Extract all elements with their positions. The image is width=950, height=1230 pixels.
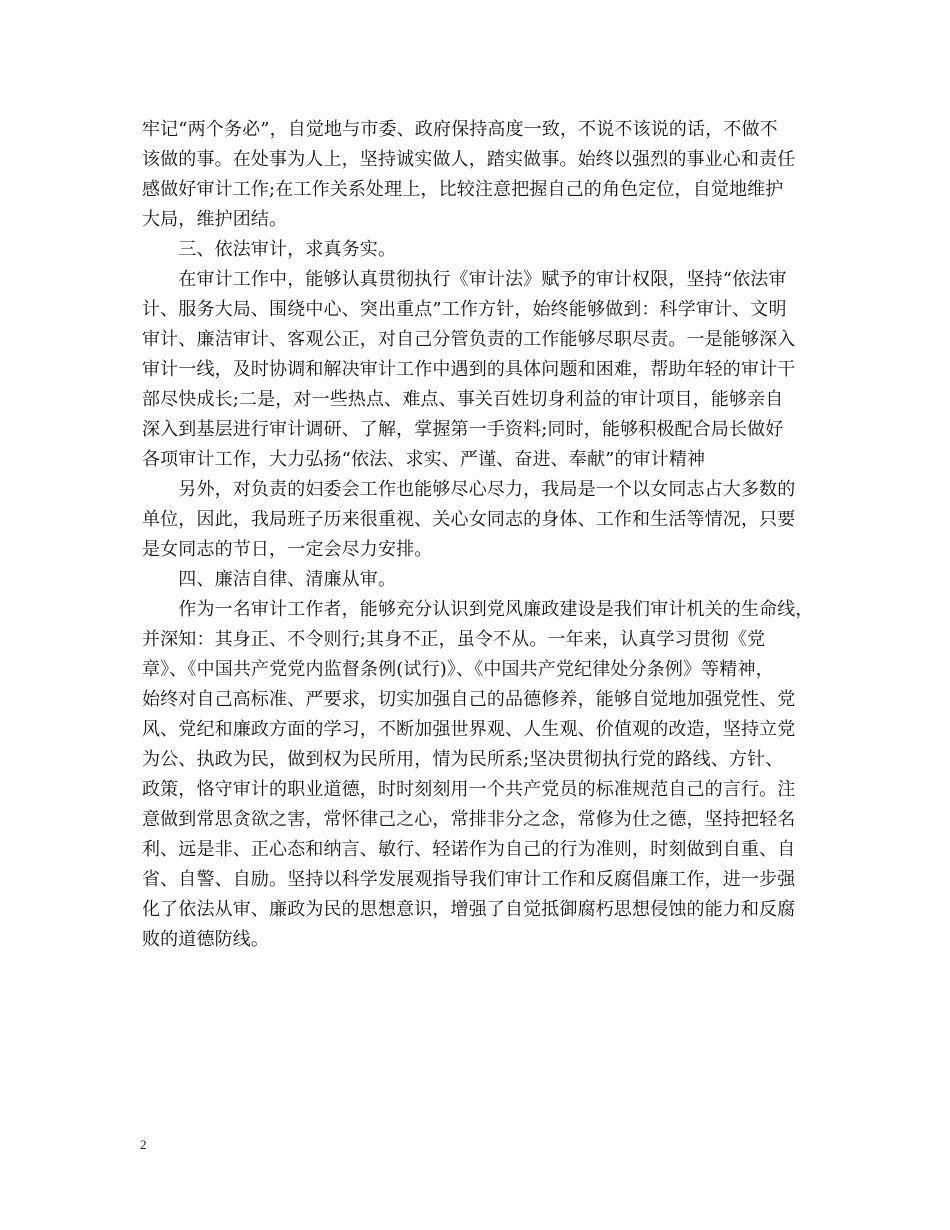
text-line: 败的道德防线。 (142, 929, 270, 950)
text-line: 单位，因此，我局班子历来很重视、关心女同志的身体、工作和生活等情况，只要 (142, 509, 796, 530)
text-line: 省、自警、自励。坚持以科学发展观指导我们审计工作和反腐倡廉工作，进一步强 (142, 869, 796, 890)
text-line: 为公、执政为民，做到权为民所用，情为民所系;坚决贯彻执行党的路线、方针、 (142, 749, 784, 770)
text-line: 部尽快成长;二是，对一些热点、难点、事关百姓切身利益的审计项目，能够亲自 (142, 389, 784, 410)
text-line: 计、服务大局、围绕中心、突出重点”工作方针，始终能够做到：科学审计、文明 (142, 299, 787, 320)
text-line: 另外，对负责的妇委会工作也能够尽心尽力，我局是一个以女同志占大多数的 (142, 479, 796, 500)
text-line: 政策，恪守审计的职业道德，时时刻刻用一个共产党员的标准规范自己的言行。注 (142, 779, 796, 800)
text-line: 作为一名审计工作者，能够充分认识到党风廉政建设是我们审计机关的生命线， (142, 599, 814, 620)
section-heading: 四、廉洁自律、清廉从审。 (142, 569, 397, 590)
text-line: 牢记“两个务必”，自觉地与市委、政府保持高度一致，不说不该说的话，不做不 (142, 119, 778, 140)
text-line: 意做到常思贪欲之害，常怀律己之心，常排非分之念，常修为仕之德，坚持把轻名 (142, 809, 796, 830)
text-line: 在审计工作中，能够认真贯彻执行《审计法》赋予的审计权限，坚持“依法审 (142, 269, 787, 290)
text-line: 大局，维护团结。 (142, 209, 288, 230)
text-line: 风、党纪和廉政方面的学习，不断加强世界观、人生观、价值观的改造，坚持立党 (142, 719, 796, 740)
text-line: 始终对自己高标准、严要求，切实加强自己的品德修养，能够自觉地加强党性、党 (142, 689, 796, 710)
text-line: 章》、《中国共产党党内监督条例(试行)》、《中国共产党纪律处分条例》等精神， (142, 659, 774, 680)
text-line: 并深知：其身正、不令则行;其身不正，虽令不从。一年来，认真学习贯彻《党 (142, 629, 766, 650)
section-heading: 三、依法审计，求真务实。 (142, 239, 397, 260)
page-number: 2 (140, 1137, 147, 1152)
body-text (142, 115, 814, 955)
text-line: 深入到基层进行审计调研、了解，掌握第一手资料;同时，能够积极配合局长做好 (142, 419, 784, 440)
text-line: 利、远是非、正心态和纳言、敏行、轻诺作为自己的行为准则，时刻做到自重、自 (142, 839, 796, 860)
text-line: 各项审计工作，大力弘扬“依法、求实、严谨、奋进、奉献”的审计精神 (142, 449, 706, 470)
text-line: 审计、廉洁审计、客观公正，对自己分管负责的工作能够尽职尽责。一是能够深入 (142, 329, 796, 350)
text-line: 审计一线，及时协调和解决审计工作中遇到的具体问题和困难，帮助年轻的审计干 (142, 359, 796, 380)
text-line: 化了依法从审、廉政为民的思想意识，增强了自觉抵御腐朽思想侵蚀的能力和反腐 (142, 899, 796, 920)
text-line: 是女同志的节日，一定会尽力安排。 (142, 539, 433, 560)
text-line: 该做的事。在处事为人上，坚持诚实做人，踏实做事。始终以强烈的事业心和责任 (142, 149, 796, 170)
text-line: 感做好审计工作;在工作关系处理上，比较注意把握自己的角色定位，自觉地维护 (142, 179, 784, 200)
